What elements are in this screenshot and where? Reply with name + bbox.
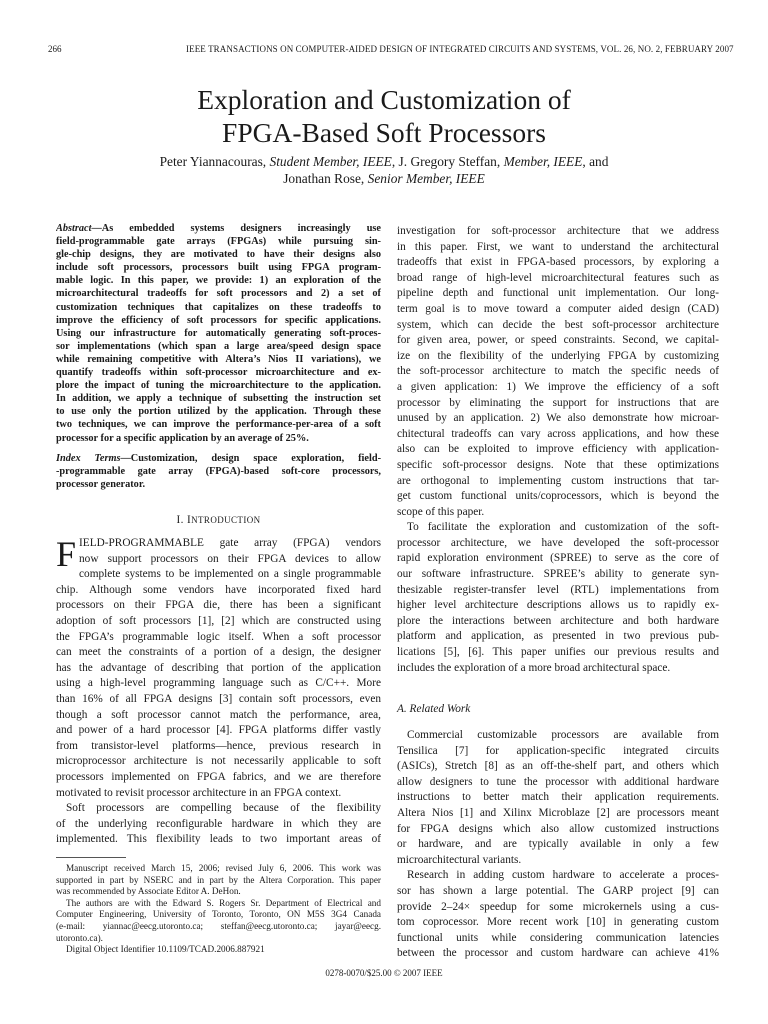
author-3: Jonathan Rose, (283, 171, 365, 186)
related-work-paragraph-2 (397, 868, 719, 962)
text-line: for given area, power, or speed constraints. Second, we capital- (397, 334, 719, 347)
running-head: IEEE TRANSACTIONS ON COMPUTER-AIDED DESIGN OF INTEGRATED CIRCUITS AND SYSTEMS, VOL. 26, NO. 2, FEBRUARY 2007 (186, 44, 734, 54)
text-line: mable logic. In this paper, we provide: 1) an exploration of the (56, 275, 381, 287)
text-line: sor has shown a large potential. The GARP project [9] can (397, 884, 719, 897)
text-line: pipeline depth and functional unit implementation. Our long- (397, 287, 719, 300)
introduction-body (56, 536, 381, 848)
text-line: includes the exploration of a more broad architectural space. (397, 661, 671, 674)
text-line: can meet the constraints of a portion of a design, the designer (56, 646, 381, 659)
author-1: Peter Yiannacouras, (159, 154, 267, 169)
author-3-role: Senior Member, IEEE (367, 171, 485, 186)
text-line: lications [5], [6]. This paper unifies our previous results and (397, 646, 719, 659)
text-line: investigation for soft-processor architecture that we address (397, 225, 719, 237)
author-2-tail: , and (582, 154, 609, 169)
text-line: two techniques, we can improve the performance-per-area of a soft (56, 419, 381, 431)
title-line-2: FPGA-Based Soft Processors (222, 117, 546, 148)
text-line: Abstract—As embedded systems designers increasingly use (56, 223, 381, 234)
text-line: instructions to better match their application requirements. (397, 791, 719, 804)
text-line: higher level architecture descriptions allows us to rapidly ex- (397, 599, 719, 612)
text-line: plore the interactions between architecture and both hardware (397, 614, 719, 627)
text-line: Manuscript received March 15, 2006; revised July 6, 2006. This work was (66, 863, 381, 873)
text-line: provide 2–24× speedup for some microkernels using a cus- (397, 900, 719, 913)
text-line: utoronto.ca). (56, 932, 103, 943)
text-line: unused by an application. 2) We also demonstrate how microar- (397, 412, 719, 425)
text-line: thesizable register-transfer level (RTL) implementations from (397, 583, 719, 596)
text-line: scope of this paper. (397, 505, 485, 518)
text-line: get custom functional units/coprocessors, which is beyond the (397, 490, 719, 503)
text-line: a given application: 1) We improve the efficiency of a soft (397, 380, 719, 393)
text-line: field-programmable gate arrays (FPGAs) while pursuing sin- (56, 236, 381, 248)
text-line: Soft processors are compelling because of the flexibility (66, 802, 381, 815)
text-line: Index Terms—Customization, design space exploration, field- (56, 453, 381, 464)
text-line: specific soft-processor designs. Note that these optimizations (397, 458, 719, 471)
text-line: (e-mail: yiannac@eecg.utoronto.ca; steffan@eecg.utoronto.ca; jayar@eecg. (56, 920, 381, 931)
right-paragraph-2 (397, 520, 719, 676)
title-line-1: Exploration and Customization of (197, 84, 571, 115)
lead-label: Index Terms (56, 453, 121, 464)
author-list (40, 153, 728, 187)
section-title-initial: I (186, 514, 192, 526)
text-line: ize on the flexibility of the underlying FPGA by customizing (397, 349, 719, 362)
text-line: microarchitectural tradeoffs for soft processors and 2) a set of (56, 288, 381, 300)
text-line: or hardware, and are typically available in only a few (397, 838, 719, 851)
text-line: and power of a hard processor [4]. FPGA platforms differ vastly (56, 724, 381, 737)
copyright-line: 0278-0070/$25.00 © 2007 IEEE (325, 968, 443, 978)
author-2: , J. Gregory Steffan, (391, 154, 501, 169)
text-line: the FPGA’s programmable logic itself. When a soft processor (56, 630, 381, 643)
text-line: now support processors on their FPGA devices to allow (79, 552, 381, 565)
text-line: microarchitectural variants. (397, 853, 522, 866)
text-line: plore the impact of tuning the microarchitecture to the application. (56, 380, 381, 392)
right-column-bottom (397, 728, 719, 962)
text-line: gle-chip designs, they are motivated to have their designs also (56, 249, 381, 261)
text-line: in this paper. First, we want to understand the architectural (397, 240, 719, 253)
lead-label: Abstract (56, 223, 92, 234)
text-line: processors on their FPGA die, there has been a significant (56, 599, 381, 612)
text-line: processor for a specific application by an average of 25%. (56, 432, 309, 444)
text-line: Digital Object Identifier 10.1109/TCAD.2006.887921 (66, 944, 265, 955)
text-line: broad range of high-level microarchitectural features such as (397, 271, 719, 284)
text-line: microprocessor architecture is not necessarily applicable to soft (56, 755, 381, 768)
text-line: allow designers to tune the processor with additional hardware (397, 775, 719, 788)
text-line: tradeoffs that exist in FPGA-based processors, by exploring a (397, 256, 719, 269)
text-line: To facilitate the exploration and customization of the soft- (407, 521, 719, 534)
section-title-rest: NTRODUCTION (191, 515, 261, 525)
text-line: processor architecture, we have developed the soft-processor (397, 536, 719, 549)
footnote-rule (56, 857, 126, 858)
text-line: functional units while considering communication latencies (397, 931, 719, 944)
text-line: Using our infrastructure for automatically generating soft-proces- (56, 327, 381, 339)
page-number: 266 (48, 44, 62, 54)
index-terms (56, 452, 381, 491)
text-line: improve the efficiency of soft processors for specific applications. (56, 314, 381, 326)
text-line: motivated to revisit processor architecture in an FPGA context. (56, 786, 342, 799)
text-line: Altera Nios [1] and Xilinx Microblaze [2] are processors meant (397, 806, 719, 819)
text-line: -programmable gate array (FPGA)-based soft-core processors, (56, 466, 381, 478)
text-line: complete systems to be implemented on a single programmable (79, 568, 381, 581)
text-line: tom coprocessor. More recent work [10] in generating custom (397, 916, 719, 929)
text-line: has the advantage of describing that portion of the application (56, 661, 381, 674)
text-line: chip. Although some vendors have incorporated fixed hard (56, 583, 381, 596)
text-line: processors implemented on FPGA fabrics, and we are therefore (56, 770, 381, 783)
abstract (56, 222, 381, 445)
text-line: Tensilica [7] for application-specific integrated circuits (397, 744, 719, 757)
paper-title (40, 83, 728, 149)
text-line: using a high-level programming language such as C/C++. More (56, 677, 381, 690)
text-line: rapid exploration environment (SPREE) to serve as the core of (397, 552, 719, 565)
text-line: implemented. This flexibility leads to two important areas of (56, 833, 381, 846)
text-line: processor generator. (56, 479, 146, 491)
text-line: sor implementations (which span a large area/speed design space (56, 340, 381, 352)
text-line: between the processor and custom hardware can achieve 41% (397, 947, 719, 960)
text-line: though a soft processor cannot match the performance, area, (56, 708, 381, 721)
intro-paragraph-2 (56, 801, 381, 848)
author-line-2 (40, 170, 728, 187)
text-line: for FPGA designs which also allow customized instructions (397, 822, 719, 835)
text-line: from transistor-level platforms—hence, previous research in (56, 739, 381, 752)
text-line: chitectural tradeoffs can vary across applications, and how these (397, 427, 719, 440)
text-line: system, which can decide the best soft-processor architecture (397, 318, 719, 331)
text-line: processor by eliminating the support for instructions that are (397, 396, 719, 409)
text-line: IELD-PROGRAMMABLE gate array (FPGA) vendors (79, 537, 381, 549)
text-line: are orthogonal to implementing custom instructions that tar- (397, 474, 719, 487)
text-line: term goal is to move toward a computer aided design (CAD) (397, 302, 719, 315)
text-line: Computer Engineering, University of Toronto, Toronto, ON M5S 3G4 Canada (56, 909, 381, 920)
section-number: I. (176, 514, 187, 526)
text-line: was recommended by Associate Editor A. DeHon. (56, 886, 241, 897)
text-line: quantify tradeoffs within soft-processor microarchitecture and ex- (56, 367, 381, 379)
text-line: (ASICs), Stretch [8] as an off-the-shelf part, and others which (397, 760, 719, 773)
text-line: supported in part by NSERC and in part by the Altera Corporation. This paper (56, 874, 381, 885)
text-line: of the underlying reconfigurable hardware in which they are (56, 817, 381, 830)
right-paragraph-1 (397, 224, 719, 520)
text-line: customization techniques that capitalizes on these tradeoffs to (56, 301, 381, 313)
text-line: The authors are with the Edward S. Rogers Sr. Department of Electrical and (66, 897, 381, 908)
author-line-1 (40, 153, 728, 170)
text-line: In addition, we apply a technique of subsetting the instruction set (56, 393, 381, 405)
text-line: our software infrastructure. SPREE’s ability to generate syn- (397, 568, 719, 581)
footnote (56, 863, 381, 956)
author-1-role: Student Member, IEEE (269, 154, 392, 169)
text-line: Commercial customizable processors are available from (407, 729, 719, 741)
text-line: the soft-processor architecture to match the specific needs of (397, 365, 719, 378)
section-heading-introduction (56, 514, 381, 526)
right-column-top (397, 224, 719, 676)
subsection-heading-related-work: A. Related Work (397, 703, 471, 715)
drop-cap: F (56, 534, 77, 574)
intro-paragraph-1 (56, 536, 381, 801)
author-2-role: Member, IEEE (503, 154, 583, 169)
text-line: include soft processors, processors built using FPGA program- (56, 262, 381, 274)
text-line: adoption of soft processors [1], [2] which are constructed using (56, 614, 381, 627)
related-work-paragraph-1 (397, 728, 719, 868)
text-line: Research in adding custom hardware to accelerate a proces- (407, 869, 719, 882)
text-line: also can be exploited to improve efficiency with application- (397, 443, 719, 456)
text-line: while remaining competitive with Altera’s Nios II variations), we (56, 353, 381, 365)
text-line: to use only the portion utilized by the application. Through these (56, 406, 381, 418)
text-line: platform and application, as presented in two previous pub- (397, 630, 719, 643)
text-line: than 16% of all FPGA designs [3] contain soft processors, even (56, 692, 381, 705)
